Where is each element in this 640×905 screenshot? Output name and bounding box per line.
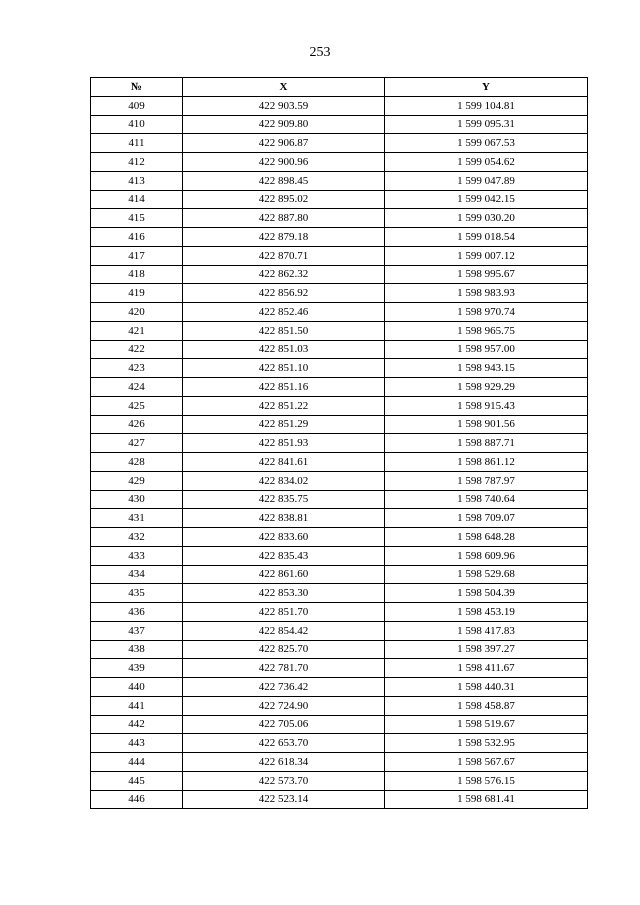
cell-y-coordinate: 1 598 453.19 [385, 603, 588, 622]
cell-y-coordinate: 1 598 943.15 [385, 359, 588, 378]
cell-x-coordinate: 422 724.90 [183, 696, 385, 715]
cell-point-number: 440 [91, 678, 183, 697]
table-row [91, 359, 588, 378]
cell-point-number: 423 [91, 359, 183, 378]
cell-point-number: 445 [91, 771, 183, 790]
table-row [91, 246, 588, 265]
cell-x-coordinate: 422 825.70 [183, 640, 385, 659]
cell-y-coordinate: 1 598 740.64 [385, 490, 588, 509]
cell-point-number: 410 [91, 115, 183, 134]
cell-point-number: 422 [91, 340, 183, 359]
cell-x-coordinate: 422 523.14 [183, 790, 385, 809]
cell-y-coordinate: 1 598 567.67 [385, 753, 588, 772]
cell-y-coordinate: 1 598 957.00 [385, 340, 588, 359]
cell-y-coordinate: 1 598 995.67 [385, 265, 588, 284]
cell-x-coordinate: 422 856.92 [183, 284, 385, 303]
cell-x-coordinate: 422 851.29 [183, 415, 385, 434]
table-row [91, 134, 588, 153]
cell-point-number: 426 [91, 415, 183, 434]
table-header-row [91, 78, 588, 97]
cell-x-coordinate: 422 841.61 [183, 453, 385, 472]
table-row [91, 528, 588, 547]
cell-point-number: 446 [91, 790, 183, 809]
cell-point-number: 416 [91, 228, 183, 247]
cell-y-coordinate: 1 599 054.62 [385, 153, 588, 172]
cell-x-coordinate: 422 835.75 [183, 490, 385, 509]
cell-point-number: 432 [91, 528, 183, 547]
table-row [91, 284, 588, 303]
table-row [91, 321, 588, 340]
cell-x-coordinate: 422 895.02 [183, 190, 385, 209]
cell-y-coordinate: 1 599 067.53 [385, 134, 588, 153]
table-row [91, 228, 588, 247]
cell-x-coordinate: 422 851.22 [183, 396, 385, 415]
table-row [91, 584, 588, 603]
cell-y-coordinate: 1 598 504.39 [385, 584, 588, 603]
cell-y-coordinate: 1 598 709.07 [385, 509, 588, 528]
cell-point-number: 425 [91, 396, 183, 415]
cell-y-coordinate: 1 598 970.74 [385, 303, 588, 322]
column-header-number: № [91, 78, 183, 97]
cell-point-number: 437 [91, 621, 183, 640]
cell-x-coordinate: 422 852.46 [183, 303, 385, 322]
table-row [91, 678, 588, 697]
cell-y-coordinate: 1 598 983.93 [385, 284, 588, 303]
cell-point-number: 434 [91, 565, 183, 584]
cell-y-coordinate: 1 598 532.95 [385, 734, 588, 753]
cell-y-coordinate: 1 598 787.97 [385, 471, 588, 490]
cell-x-coordinate: 422 573.70 [183, 771, 385, 790]
cell-x-coordinate: 422 851.50 [183, 321, 385, 340]
cell-point-number: 414 [91, 190, 183, 209]
cell-x-coordinate: 422 705.06 [183, 715, 385, 734]
cell-x-coordinate: 422 898.45 [183, 171, 385, 190]
cell-y-coordinate: 1 599 104.81 [385, 96, 588, 115]
cell-x-coordinate: 422 736.42 [183, 678, 385, 697]
cell-y-coordinate: 1 598 929.29 [385, 378, 588, 397]
cell-x-coordinate: 422 851.93 [183, 434, 385, 453]
table-row [91, 115, 588, 134]
cell-y-coordinate: 1 598 915.43 [385, 396, 588, 415]
table-row [91, 378, 588, 397]
cell-x-coordinate: 422 879.18 [183, 228, 385, 247]
cell-point-number: 421 [91, 321, 183, 340]
cell-y-coordinate: 1 598 648.28 [385, 528, 588, 547]
cell-point-number: 435 [91, 584, 183, 603]
table-row [91, 209, 588, 228]
cell-y-coordinate: 1 599 042.15 [385, 190, 588, 209]
cell-x-coordinate: 422 851.70 [183, 603, 385, 622]
cell-y-coordinate: 1 598 397.27 [385, 640, 588, 659]
table-row [91, 434, 588, 453]
cell-point-number: 429 [91, 471, 183, 490]
cell-point-number: 442 [91, 715, 183, 734]
cell-y-coordinate: 1 599 018.54 [385, 228, 588, 247]
cell-point-number: 443 [91, 734, 183, 753]
cell-x-coordinate: 422 618.34 [183, 753, 385, 772]
cell-y-coordinate: 1 599 007.12 [385, 246, 588, 265]
table-row [91, 171, 588, 190]
table-row [91, 396, 588, 415]
cell-y-coordinate: 1 598 965.75 [385, 321, 588, 340]
column-header-y: Y [385, 78, 588, 97]
cell-y-coordinate: 1 598 861.12 [385, 453, 588, 472]
cell-y-coordinate: 1 598 440.31 [385, 678, 588, 697]
table-row [91, 153, 588, 172]
cell-x-coordinate: 422 900.96 [183, 153, 385, 172]
table-row [91, 490, 588, 509]
table-row [91, 715, 588, 734]
cell-x-coordinate: 422 838.81 [183, 509, 385, 528]
cell-point-number: 417 [91, 246, 183, 265]
table-row [91, 303, 588, 322]
cell-y-coordinate: 1 598 519.67 [385, 715, 588, 734]
cell-x-coordinate: 422 861.60 [183, 565, 385, 584]
table-row [91, 640, 588, 659]
cell-x-coordinate: 422 887.80 [183, 209, 385, 228]
page-number: 253 [309, 45, 331, 60]
table-row [91, 734, 588, 753]
cell-x-coordinate: 422 851.03 [183, 340, 385, 359]
cell-x-coordinate: 422 781.70 [183, 659, 385, 678]
table-body [91, 96, 588, 809]
cell-x-coordinate: 422 903.59 [183, 96, 385, 115]
cell-y-coordinate: 1 598 609.96 [385, 546, 588, 565]
table-row [91, 453, 588, 472]
cell-y-coordinate: 1 598 458.87 [385, 696, 588, 715]
table-row [91, 771, 588, 790]
cell-point-number: 439 [91, 659, 183, 678]
table-row [91, 696, 588, 715]
cell-point-number: 433 [91, 546, 183, 565]
cell-x-coordinate: 422 835.43 [183, 546, 385, 565]
table-row [91, 415, 588, 434]
table-row [91, 603, 588, 622]
cell-point-number: 438 [91, 640, 183, 659]
cell-x-coordinate: 422 854.42 [183, 621, 385, 640]
cell-x-coordinate: 422 853.30 [183, 584, 385, 603]
table-row [91, 340, 588, 359]
table-row [91, 790, 588, 809]
cell-y-coordinate: 1 598 901.56 [385, 415, 588, 434]
column-header-x: X [183, 78, 385, 97]
cell-point-number: 424 [91, 378, 183, 397]
cell-point-number: 436 [91, 603, 183, 622]
cell-point-number: 444 [91, 753, 183, 772]
cell-point-number: 420 [91, 303, 183, 322]
cell-point-number: 431 [91, 509, 183, 528]
table-row [91, 659, 588, 678]
cell-point-number: 430 [91, 490, 183, 509]
table-row [91, 621, 588, 640]
cell-y-coordinate: 1 598 417.83 [385, 621, 588, 640]
cell-y-coordinate: 1 599 095.31 [385, 115, 588, 134]
cell-y-coordinate: 1 598 576.15 [385, 771, 588, 790]
cell-x-coordinate: 422 870.71 [183, 246, 385, 265]
cell-y-coordinate: 1 599 030.20 [385, 209, 588, 228]
cell-x-coordinate: 422 906.87 [183, 134, 385, 153]
cell-x-coordinate: 422 851.10 [183, 359, 385, 378]
cell-point-number: 419 [91, 284, 183, 303]
cell-x-coordinate: 422 653.70 [183, 734, 385, 753]
table-row [91, 265, 588, 284]
cell-y-coordinate: 1 599 047.89 [385, 171, 588, 190]
cell-point-number: 409 [91, 96, 183, 115]
cell-point-number: 411 [91, 134, 183, 153]
cell-x-coordinate: 422 833.60 [183, 528, 385, 547]
cell-y-coordinate: 1 598 887.71 [385, 434, 588, 453]
table-row [91, 471, 588, 490]
cell-x-coordinate: 422 834.02 [183, 471, 385, 490]
cell-x-coordinate: 422 862.32 [183, 265, 385, 284]
cell-point-number: 427 [91, 434, 183, 453]
cell-point-number: 441 [91, 696, 183, 715]
cell-x-coordinate: 422 909.80 [183, 115, 385, 134]
cell-point-number: 428 [91, 453, 183, 472]
cell-point-number: 415 [91, 209, 183, 228]
cell-y-coordinate: 1 598 529.68 [385, 565, 588, 584]
cell-y-coordinate: 1 598 681.41 [385, 790, 588, 809]
table-row [91, 546, 588, 565]
table-row [91, 509, 588, 528]
cell-x-coordinate: 422 851.16 [183, 378, 385, 397]
cell-point-number: 412 [91, 153, 183, 172]
table-row [91, 753, 588, 772]
coordinates-table [90, 77, 588, 809]
table-row [91, 190, 588, 209]
cell-point-number: 418 [91, 265, 183, 284]
cell-y-coordinate: 1 598 411.67 [385, 659, 588, 678]
cell-point-number: 413 [91, 171, 183, 190]
table-row [91, 96, 588, 115]
table-row [91, 565, 588, 584]
